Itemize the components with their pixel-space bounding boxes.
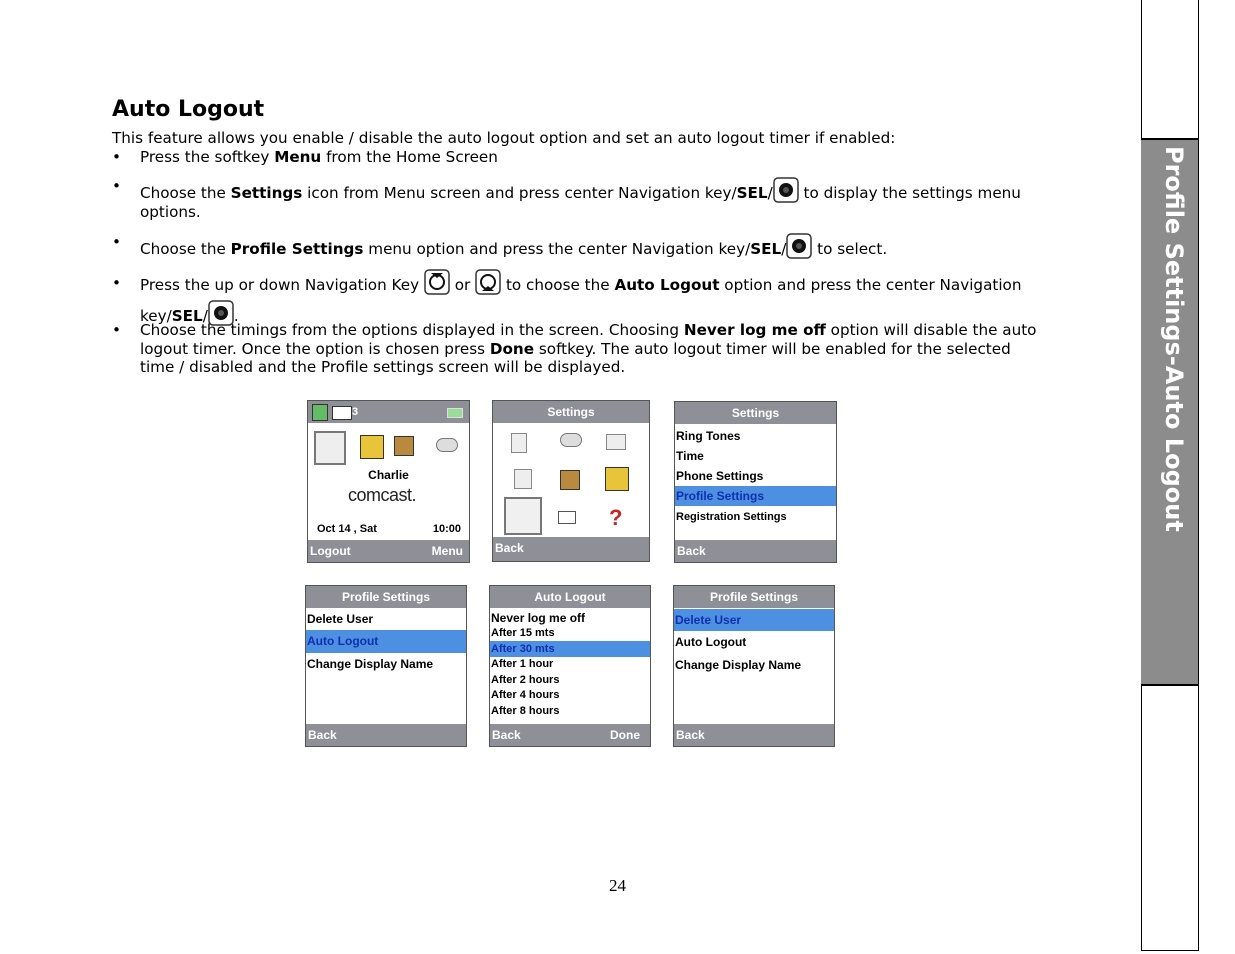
step-4: • Press the up or down Navigation Key or to choose the Auto Logout option and press the center Navigation key/SEL/ .: [112, 269, 1047, 331]
down-key-icon: [475, 269, 501, 295]
menu-item[interactable]: After 1 hour: [491, 658, 554, 670]
user-name: Charlie: [368, 468, 409, 482]
status-bar: [308, 401, 469, 423]
steps-list: [112, 148, 1047, 377]
profile-screen: [305, 585, 467, 747]
date-text: Oct 14 , Sat: [317, 523, 377, 535]
message-count: 3: [352, 406, 359, 418]
sel-key-icon: [786, 233, 812, 259]
notes-icon: [511, 433, 527, 453]
book-icon: [560, 470, 580, 490]
menu-title: Settings: [493, 401, 649, 423]
home-screen: [307, 400, 470, 563]
side-tab-label: Profile Settings-Auto Logout: [1160, 146, 1188, 532]
profile-screen-result: [673, 585, 835, 747]
softkey-bar: [675, 540, 836, 562]
back-softkey[interactable]: Back: [492, 728, 521, 742]
phone-icon: [360, 435, 384, 459]
menu-item[interactable]: Change Display Name: [307, 657, 434, 671]
menu-item[interactable]: Phone Settings: [676, 469, 764, 483]
back-softkey[interactable]: Back: [495, 541, 524, 555]
menu-item[interactable]: After 15 mts: [491, 627, 555, 639]
intro-text: This feature allows you enable / disable the auto logout option and set an auto logout timer if enabled:: [112, 129, 896, 147]
back-softkey[interactable]: Back: [676, 728, 705, 742]
document-body: [112, 96, 1047, 377]
tools-icon[interactable]: [504, 497, 542, 535]
step-5: • Choose the timings from the options displayed in the screen. Choosing Never log me off option will disable the auto logout timer. Once the option is chosen press Done softkey. The auto logout timer will be enabled for the selected time / disabled and the Profile settings screen will be displayed.: [112, 321, 1047, 377]
profile-title: Profile Settings: [306, 586, 466, 608]
menu-item-selected[interactable]: After 30 mts: [490, 641, 650, 657]
softkey-bar: [308, 540, 469, 562]
softkey-bar: [493, 537, 649, 561]
profile-menu: [306, 609, 466, 676]
page-number: 24: [609, 876, 626, 895]
menu-item-selected[interactable]: Delete User: [674, 609, 834, 631]
back-softkey[interactable]: Back: [677, 544, 706, 558]
menu-item[interactable]: Time: [676, 449, 704, 463]
menu-item-selected[interactable]: Auto Logout: [306, 630, 466, 653]
help-icon: ?: [609, 505, 623, 530]
menu-item[interactable]: After 8 hours: [491, 705, 560, 717]
auto-logout-title: Auto Logout: [490, 586, 650, 608]
logout-softkey[interactable]: Logout: [310, 544, 351, 558]
weather-icon: [560, 433, 582, 447]
settings-screen: [674, 401, 837, 563]
menu-item[interactable]: Change Display Name: [675, 658, 802, 672]
step-1: • Press the softkey Menu from the Home Screen: [112, 148, 1047, 167]
settings-title: Settings: [675, 402, 836, 424]
profile-menu: [674, 609, 834, 677]
done-softkey[interactable]: Done: [610, 728, 640, 742]
softkey-bar: [306, 724, 466, 746]
step-2: • Choose the Settings icon from Menu screen and press center Navigation key/SEL/ to display the settings menu options.: [112, 177, 1047, 222]
phonebook-icon: [314, 431, 346, 465]
up-key-icon: [424, 269, 450, 295]
phonebook-icon: [514, 469, 532, 489]
screen-icon: [606, 434, 626, 450]
weather-icon: [436, 438, 458, 452]
menu-item[interactable]: Never log me off: [491, 611, 586, 625]
mail-icon: [558, 511, 576, 524]
profile-title: Profile Settings: [674, 586, 834, 608]
mail-icon: [332, 406, 352, 420]
timer-menu: [490, 610, 650, 719]
menu-item-selected[interactable]: Profile Settings: [675, 486, 836, 506]
menu-item[interactable]: Auto Logout: [675, 635, 747, 649]
menu-item[interactable]: Delete User: [307, 612, 374, 626]
menu-softkey[interactable]: Menu: [431, 544, 463, 558]
signal-icon: [312, 404, 328, 421]
step-3: • Choose the Profile Settings menu option and press the center Navigation key/SEL/ to select.: [112, 233, 1047, 259]
phone-icon: [605, 467, 629, 491]
auto-logout-screen: [489, 585, 651, 747]
menu-item[interactable]: After 4 hours: [491, 689, 560, 701]
time-text: 10:00: [432, 523, 461, 535]
softkey-bar: [674, 724, 834, 746]
page-title: Auto Logout: [112, 97, 265, 122]
sel-key-icon: [773, 177, 799, 203]
menu-item[interactable]: Registration Settings: [676, 511, 787, 523]
menu-screen: [492, 400, 650, 562]
softkey-bar: [490, 724, 650, 746]
brand-logo: comcast.: [348, 485, 417, 505]
battery-icon: [447, 408, 463, 418]
settings-menu: [675, 426, 836, 528]
menu-item[interactable]: After 2 hours: [491, 674, 560, 686]
book-icon: [394, 436, 414, 456]
back-softkey[interactable]: Back: [308, 728, 337, 742]
menu-item[interactable]: Ring Tones: [676, 429, 741, 443]
